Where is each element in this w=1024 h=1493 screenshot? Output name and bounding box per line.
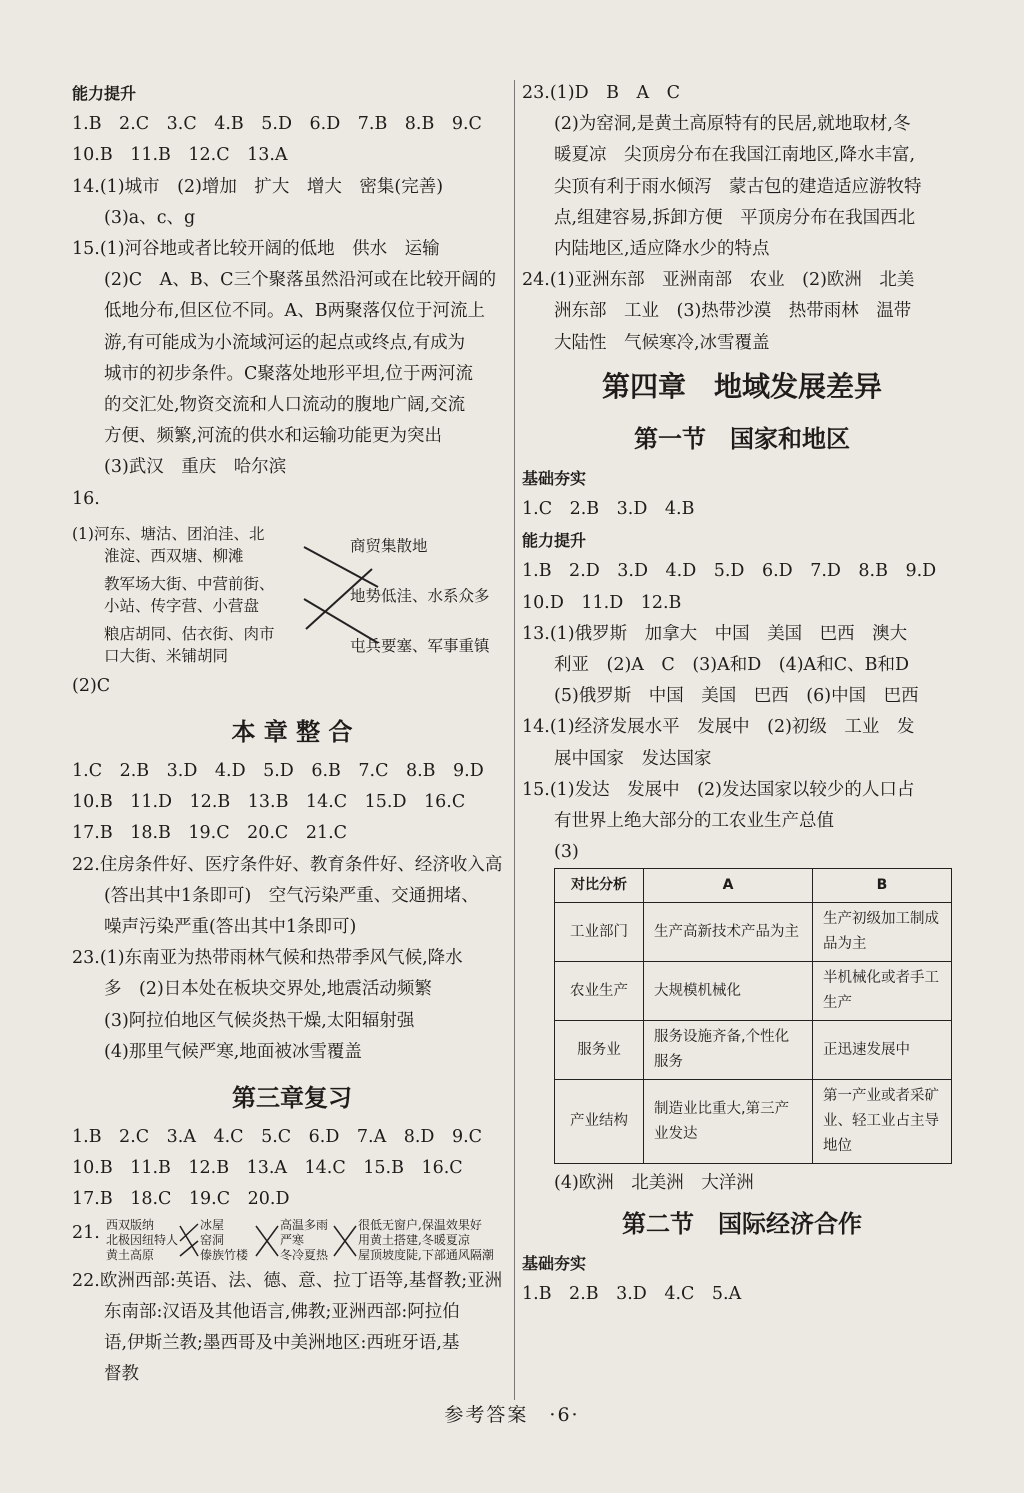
section-label: 能力提升 — [72, 84, 137, 103]
match-left-2 — [104, 573, 324, 617]
comparison-table — [554, 868, 952, 1164]
answer-line: (4)欧洲 北美洲 大洋洲 — [554, 1173, 754, 1194]
answer-line: 24.(1)亚洲东部 亚洲南部 农业 (2)欧洲 北美 — [522, 270, 915, 291]
section-heading: 本 章 整 合 — [231, 718, 353, 747]
q21-text: 冰屋 — [200, 1217, 225, 1232]
answer-line: (3)阿拉伯地区气候炎热干燥,太阳辐射强 — [104, 1010, 415, 1031]
column-divider — [514, 80, 515, 1400]
answer-line: 督教 — [104, 1364, 139, 1385]
answer-line: (2)为窑洞,是黄土高原特有的民居,就地取材,冬 — [554, 114, 911, 135]
q21-text: 用黄土搭建,冬暖夏凉 — [358, 1232, 470, 1247]
answer-line: 利亚 (2)A C (3)A和D (4)A和C、B和D — [554, 655, 909, 676]
table-cell: 半机械化或者手工生产 — [813, 962, 952, 1021]
table-cell: 生产高新技术产品为主 — [644, 903, 813, 962]
table-header: A — [644, 869, 813, 903]
match-text: 教军场大街、中营前街、 — [104, 574, 275, 593]
left-column — [72, 78, 512, 1391]
table-cell: 正迅速发展中 — [813, 1021, 952, 1080]
table-cell: 大规模机械化 — [644, 962, 813, 1021]
match-right-3: 屯兵要塞、军事重镇 — [350, 636, 490, 655]
answer-line: 14.(1)经济发展水平 发展中 (2)初级 工业 发 — [522, 717, 915, 738]
answer-line: 内陆地区,适应降水少的特点 — [554, 239, 770, 260]
section-label: 能力提升 — [522, 531, 587, 551]
q21-text: 冬冷夏热 — [280, 1247, 329, 1262]
answer-line: 多 (2)日本处在板块交界处,地震活动频繁 — [104, 979, 432, 1000]
answer-line: 1.B 2.D 3.D 4.D 5.D 6.D 7.D 8.B 9.D — [522, 561, 937, 582]
answer-line: (2)C A、B、C三个聚落虽然沿河或在比较开阔的 — [104, 270, 497, 291]
table-cell: 制造业比重大,第三产业发达 — [644, 1080, 813, 1164]
answer-line: 15.(1)发达 发展中 (2)发达国家以较少的人口占 — [522, 779, 915, 800]
section-heading: 第一节 国家和地区 — [634, 424, 850, 453]
answer-line: 东南部:汉语及其他语言,佛教;亚洲西部:阿拉伯 — [104, 1301, 460, 1322]
match-right-1: 商贸集散地 — [350, 536, 428, 555]
q21-text: 很低无窗户,保温效果好 — [358, 1217, 482, 1232]
answer-line: 22.住房条件好、医疗条件好、教育条件好、经济收入高 — [72, 854, 503, 875]
answer-line: (4)那里气候严寒,地面被冰雪覆盖 — [104, 1041, 362, 1062]
answer-line: 10.B 11.B 12.C 13.A — [72, 145, 288, 166]
table-row — [555, 1080, 952, 1164]
section-heading: 第三章复习 — [232, 1084, 352, 1113]
answer-line: 10.B 11.D 12.B 13.B 14.C 15.D 16.C — [72, 792, 466, 813]
match-right-2: 地势低洼、水系众多 — [350, 586, 490, 605]
table-cell: 服务设施齐备,个性化服务 — [644, 1021, 813, 1080]
answer-line: 游,有可能成为小流域河运的起点或终点,有成为 — [104, 332, 466, 353]
answer-line: (2)C — [72, 675, 111, 696]
q21-text: 北极因纽特人 — [106, 1232, 179, 1247]
answer-line: 15.(1)河谷地或者比较开阔的低地 供水 运输 — [72, 239, 440, 260]
match-text: 口大街、米铺胡同 — [104, 646, 229, 665]
match-text: 小站、传字营、小营盘 — [104, 596, 260, 615]
table-cell: 第一产业或者采矿业、轻工业占主导地位 — [813, 1080, 952, 1164]
answer-line: 22.欧洲西部:英语、法、德、意、拉丁语等,基督教;亚洲 — [72, 1270, 503, 1291]
answer-line: 1.C 2.B 3.D 4.D 5.D 6.B 7.C 8.B 9.D — [72, 761, 484, 782]
answer-line: 噪声污染严重(答出其中1条即可) — [104, 917, 357, 938]
answer-line: 低地分布,但区位不同。A、B两聚落仅位于河流上 — [104, 301, 486, 322]
answer-line: (3) — [554, 842, 579, 863]
q21-text: 屋顶坡度陡,下部通风隔潮 — [358, 1247, 494, 1262]
match-left-1 — [72, 523, 292, 567]
table-header: 对比分析 — [555, 869, 644, 903]
q21-text: 傣族竹楼 — [200, 1247, 249, 1262]
answer-line: 暖夏凉 尖顶房分布在我国江南地区,降水丰富, — [554, 145, 916, 166]
answer-line: 16. — [72, 488, 100, 509]
table-header-row — [555, 869, 952, 903]
answer-line: 语,伊斯兰教;墨西哥及中美洲地区:西班牙语,基 — [104, 1333, 460, 1354]
answer-line: 17.B 18.C 19.C 20.D — [72, 1189, 290, 1210]
q21-lines — [72, 1216, 512, 1266]
answer-line: 展中国家 发达国家 — [554, 748, 712, 769]
table-header: B — [813, 869, 952, 903]
answer-line: (3)a、c、g — [104, 207, 196, 228]
answer-line: 洲东部 工业 (3)热带沙漠 热带雨林 温带 — [554, 301, 912, 322]
answer-line: 方便、频繁,河流的供水和运输功能更为突出 — [104, 426, 443, 447]
answer-line: (答出其中1条即可) 空气污染严重、交通拥堵、 — [104, 885, 479, 906]
answer-line: 14.(1)城市 (2)增加 扩大 增大 密集(完善) — [72, 176, 444, 197]
q21-text: 窑洞 — [200, 1232, 225, 1247]
q21-text: 高温多雨 — [280, 1217, 329, 1232]
table-cell: 工业部门 — [555, 903, 644, 962]
match-text: (1)河东、塘沽、团泊洼、北 — [72, 524, 265, 543]
answer-line: 有世界上绝大部分的工农业生产总值 — [554, 811, 834, 832]
answer-line: 17.B 18.B 19.C 20.C 21.C — [72, 823, 348, 844]
table-cell: 生产初级加工制成品为主 — [813, 903, 952, 962]
answer-line: 1.B 2.C 3.C 4.B 5.D 6.D 7.B 8.B 9.C — [72, 114, 482, 135]
section-label: 基础夯实 — [522, 468, 587, 488]
answer-line: 1.B 2.C 3.A 4.C 5.C 6.D 7.A 8.D 9.C — [72, 1127, 483, 1148]
answer-line: 13.(1)俄罗斯 加拿大 中国 美国 巴西 澳大 — [522, 623, 908, 644]
table-cell: 服务业 — [555, 1021, 644, 1080]
q21-text: 西双版纳 — [106, 1217, 155, 1232]
section-heading: 第二节 国际经济合作 — [622, 1209, 862, 1238]
match-left-3 — [104, 623, 324, 667]
answer-line: 10.D 11.D 12.B — [522, 592, 682, 613]
answer-line: 大陆性 气候寒冷,冰雪覆盖 — [554, 332, 770, 353]
chapter-title: 第四章 地域发展差异 — [601, 369, 882, 403]
matching-diagram — [72, 519, 512, 671]
answer-line: 1.C 2.B 3.D 4.B — [522, 499, 695, 520]
section-label: 基础夯实 — [522, 1253, 587, 1273]
answer-line: 1.B 2.B 3.D 4.C 5.A — [522, 1283, 742, 1304]
answer-line: (3)武汉 重庆 哈尔滨 — [104, 457, 287, 478]
table-row — [555, 1021, 952, 1080]
match-text: 粮店胡同、估衣街、肉市 — [104, 624, 275, 643]
table-row — [555, 962, 952, 1021]
answer-line: 城市的初步条件。C聚落处地形平坦,位于两河流 — [104, 363, 473, 384]
q21-matching — [72, 1216, 512, 1266]
answer-line: 10.B 11.B 12.B 13.A 14.C 15.B 16.C — [72, 1158, 463, 1179]
table-cell: 产业结构 — [555, 1080, 644, 1164]
q21-text: 严寒 — [280, 1232, 305, 1247]
q21-text: 黄土高原 — [106, 1247, 155, 1262]
page-footer: 参考答案 ·6· — [444, 1404, 580, 1426]
answer-line: (5)俄罗斯 中国 美国 巴西 (6)中国 巴西 — [554, 686, 919, 707]
answer-line: 23.(1)D B A C — [522, 83, 681, 103]
question-number: 21. — [72, 1222, 100, 1243]
match-text: 淮淀、西双塘、柳滩 — [104, 546, 244, 565]
answer-line: 点,组建容易,拆卸方便 平顶房分布在我国西北 — [554, 207, 916, 228]
answer-line: 23.(1)东南亚为热带雨林气候和热带季风气候,降水 — [72, 948, 463, 969]
answer-line: 尖顶有利于雨水倾泻 蒙古包的建造适应游牧特 — [554, 176, 922, 197]
table-row — [555, 903, 952, 962]
answer-line: 的交汇处,物资交流和人口流动的腹地广阔,交流 — [104, 395, 466, 416]
right-column — [522, 78, 962, 1310]
table-cell: 农业生产 — [555, 962, 644, 1021]
